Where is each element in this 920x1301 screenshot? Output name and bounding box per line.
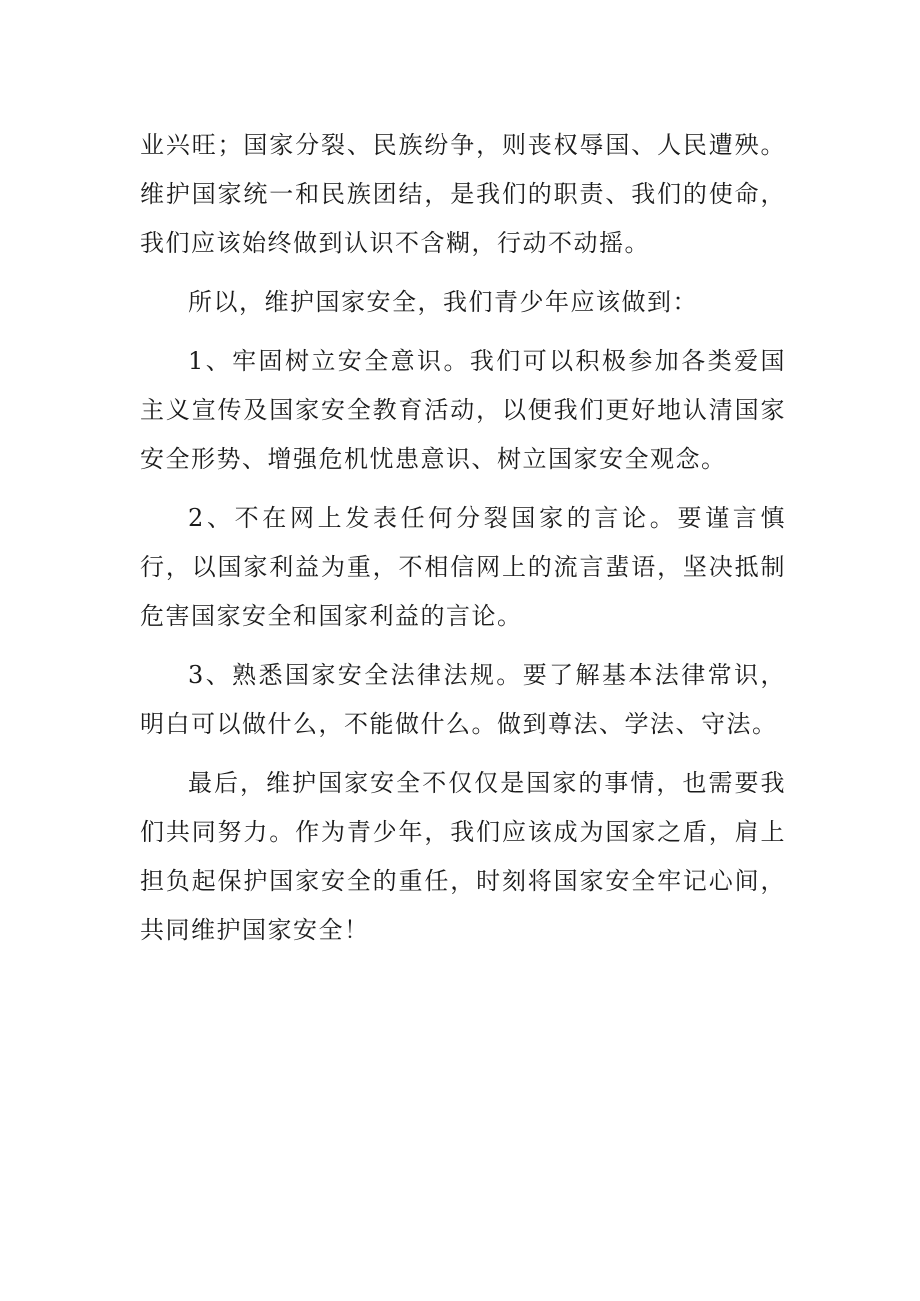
paragraph-item-1: 1、牢固树立安全意识。我们可以积极参加各类爱国主义宣传及国家安全教育活动，以便我们更好地认清国家安全形势、增强危机忧患意识、树立国家安全观念。	[140, 347, 786, 473]
paragraph-continuation: 业兴旺；国家分裂、民族纷争，则丧权辱国、人民遭殃。维护国家统一和民族团结，是我们的职责、我们的使命，我们应该始终做到认识不含糊，行动不动摇。	[140, 131, 786, 257]
paragraph-item-2: 2、不在网上发表任何分裂国家的言论。要谨言慎行，以国家利益为重，不相信网上的流言蜚语，坚决抵制危害国家安全和国家利益的言论。	[140, 504, 786, 630]
paragraph-item-3: 3、熟悉国家安全法律法规。要了解基本法律常识，明白可以做什么，不能做什么。做到尊法、学法、守法。	[140, 661, 786, 738]
paragraph-intro: 所以，维护国家安全，我们青少年应该做到：	[188, 288, 698, 316]
paragraph-conclusion: 最后，维护国家安全不仅仅是国家的事情，也需要我们共同努力。作为青少年，我们应该成为国家之盾，肩上担负起保护国家安全的重任，时刻将国家安全牢记心间，共同维护国家安全！	[140, 769, 786, 944]
document-body	[140, 121, 786, 965]
